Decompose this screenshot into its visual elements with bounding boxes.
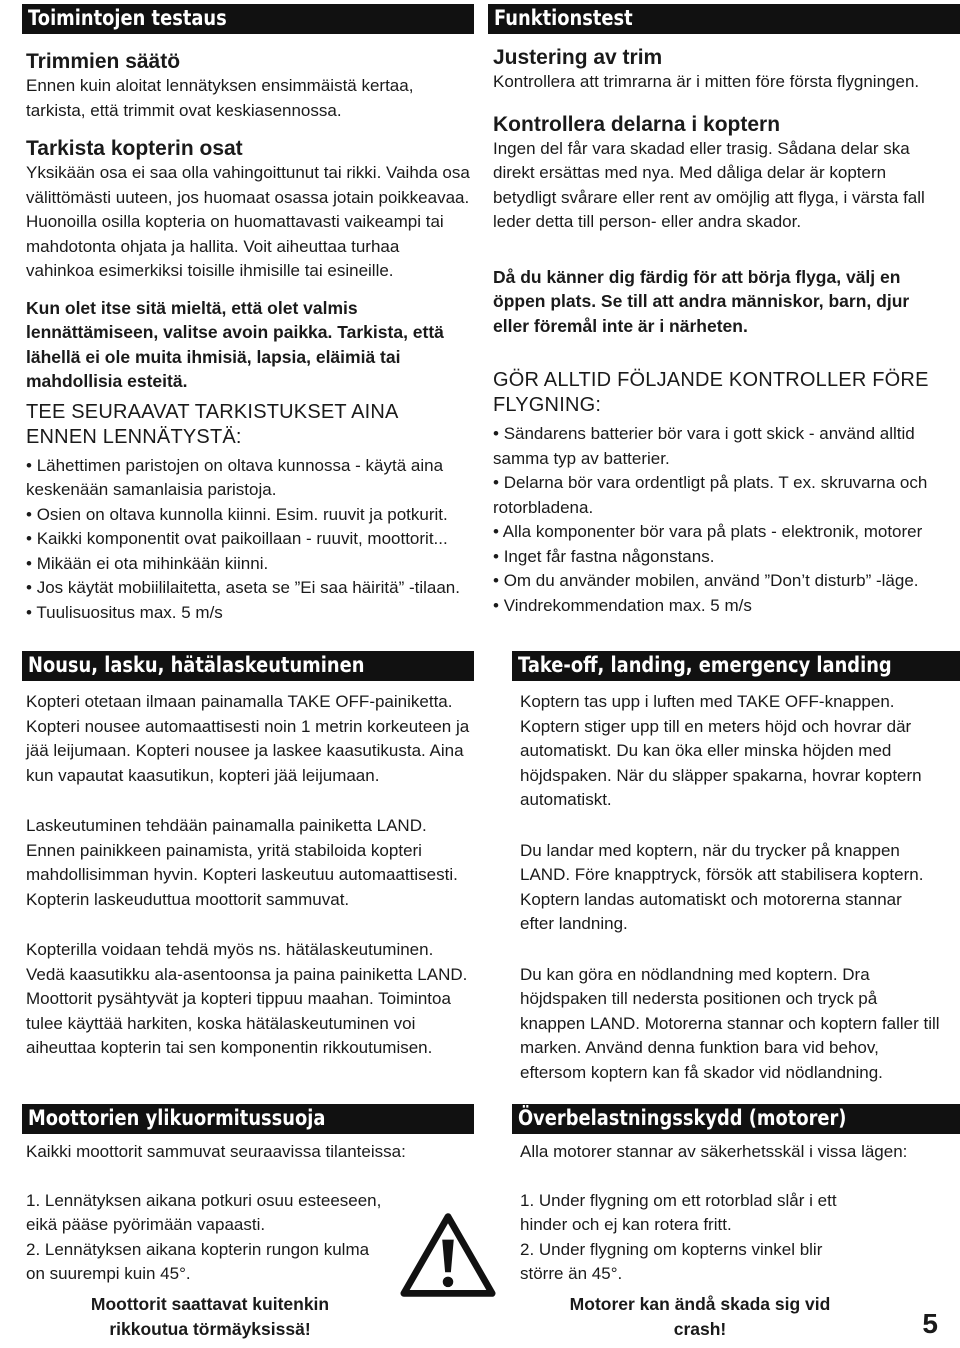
left-overload-title-bar <box>22 1104 474 1134</box>
left-ready-text: Kun olet itse sitä mieltä, että olet valmis lennättämiseen, valitse avoin paikka. Tarkista, että lähellä ei ole muita ihmisiä, lapsia, eläimiä tai mahdollisia esteitä. <box>26 297 444 391</box>
left-parts-heading: Tarkista kopterin osat <box>26 137 243 160</box>
right-check-item: • Inget får fastna någonstans. <box>493 545 943 570</box>
right-check-item: • Alla komponenter bör vara på plats - elektronik, motorer <box>493 520 943 545</box>
left-overload-item: 1. Lennätyksen aikana potkuri osuu esteeseen, eikä pääse pyörimään vapaasti. <box>26 1190 382 1234</box>
left-checks-list <box>26 454 472 626</box>
right-trim-text: Kontrollera att trimrarna är i mitten före första flygningen. <box>493 72 920 91</box>
left-column-top <box>26 50 472 625</box>
left-overload-intro: Kaikki moottorit sammuvat seuraavissa tilanteissa: <box>26 1142 406 1161</box>
right-overload-item: 2. Under flygning om kopterns vinkel blir större än 45°. <box>520 1239 823 1283</box>
left-check-item: • Jos käytät mobiililaitetta, aseta se ”Ei saa häiritä” -tilaan. <box>26 576 472 601</box>
left-column-takeoff <box>26 690 472 1061</box>
right-ready-text: Då du känner dig färdig för att börja flyga, välj en öppen plats. Se till att andra människor, barn, djur eller föremål inte är i närheten. <box>493 266 910 336</box>
left-takeoff-title-bar <box>22 651 474 681</box>
right-checks-heading: GÖR ALLTID FÖLJANDE KONTROLLER FÖRE FLYGNING: <box>493 369 929 416</box>
left-takeoff-title: Nousu, lasku, hätälaskeutuminen <box>28 653 365 677</box>
left-check-item: • Kaikki komponentit ovat paikoillaan - ruuvit, moottorit... <box>26 527 472 552</box>
right-takeoff-title: Take-off, landing, emergency landing <box>518 653 892 677</box>
right-overload-title-bar <box>512 1104 960 1134</box>
right-overload-item: 1. Under flygning om ett rotorblad slår i ett hinder och ej kan rotera fritt. <box>520 1190 837 1234</box>
right-takeoff-p3: Du kan göra en nödlandning med koptern. Dra höjdspaken till nedersta positionen och tryck på knappen LAND. Motorerna stannar och koptern faller till marken. Använd denna funktion bara vid behov, eftersom koptern kan få skador vid nödlandning. <box>520 964 940 1082</box>
right-column-overload <box>520 1140 920 1287</box>
left-check-item: • Osien on oltava kunnolla kiinni. Esim. ruuvit ja potkurit. <box>26 503 472 528</box>
left-overload-item: 2. Lennätyksen aikana kopterin rungon kulma on suurempi kuin 45°. <box>26 1239 370 1283</box>
right-parts-text: Ingen del får vara skadad eller trasig. Sådana delar ska direkt ersättas med nya. Med dåliga delar är koptern betydligt svårare eller rent av omöjlig att flyga, i värsta fall leder detta till person- eller andra skador. <box>493 138 925 231</box>
left-section-title-bar <box>22 4 474 34</box>
left-parts-text: Yksikään osa ei saa olla vahingoittunut tai rikki. Vaihda osa välittömästi uuteen, jos huomaat osassa jotain poikkeavaa. Huonoilla osilla kopteria on huomattavasti vaikeampi tai mahdotonta ohjata ja hallita. Voit aiheuttaa turhaa vahinkoa esimerkiksi toisille ihmisille tai esineille. <box>26 163 470 280</box>
left-trim-text: Ennen kuin aloitat lennätyksen ensimmäistä kertaa, tarkista, että trimmit ovat keskiasennossa. <box>26 76 414 120</box>
page-number: 5 <box>922 1308 938 1339</box>
left-overload-list <box>26 1189 386 1287</box>
right-check-item: • Om du använder mobilen, använd ”Don’t disturb” -läge. <box>493 569 943 594</box>
right-overload-title: Överbelastningsskydd (motorer) <box>518 1106 847 1130</box>
right-check-item: • Delarna bör vara ordentligt på plats. T ex. skruvarna och rotorbladena. <box>493 471 943 520</box>
left-warning-note: Moottorit saattavat kuitenkin rikkoutua törmäyksissä! <box>90 1294 330 1339</box>
left-takeoff-p3: Kopterilla voidaan tehdä myös ns. hätälaskeutuminen. Vedä kaasutikku ala-asentoonsa ja paina painiketta LAND. Moottorit pysähtyvät ja kopteri tippuu maahan. Toimintoa tulee käyttää harkiten, koska hätälaskeutuminen voi aiheuttaa kopterin tai sen komponentin rikkoutumisen. <box>26 940 468 1057</box>
left-check-item: • Lähettimen paristojen on oltava kunnossa - käytä aina keskenään samanlaisia paristoja. <box>26 454 472 503</box>
right-checks-list <box>493 422 943 618</box>
right-takeoff-p1: Koptern tas upp i luften med TAKE OFF-knappen. Koptern stiger upp till en meters höjd och hovrar där automatiskt. Du kan öka eller minska höjden med höjdspaken. När du släpper spakarna, hovrar koptern automatiskt. <box>520 692 922 809</box>
left-check-item: • Mikään ei ota mihinkään kiinni. <box>26 552 472 577</box>
right-overload-list <box>520 1189 840 1287</box>
left-section-title: Toimintojen testaus <box>28 6 227 30</box>
right-section-title: Funktionstest <box>494 6 633 30</box>
left-overload-title: Moottorien ylikuormitussuoja <box>28 1106 326 1130</box>
left-checks-heading: TEE SEURAAVAT TARKISTUKSET AINA ENNEN LENNÄTYSTÄ: <box>26 400 398 448</box>
right-overload-intro: Alla motorer stannar av säkerhetsskäl i vissa lägen: <box>520 1142 908 1161</box>
right-section-title-bar <box>488 4 960 34</box>
left-column-overload <box>26 1140 406 1287</box>
left-check-item: • Tuulisuositus max. 5 m/s <box>26 601 472 626</box>
right-check-item: • Vindrekommendation max. 5 m/s <box>493 594 943 619</box>
right-trim-heading: Justering av trim <box>493 46 663 69</box>
warning-triangle-icon <box>400 1212 496 1298</box>
right-warning-note: Motorer kan ändå skada sig vid crash! <box>569 1294 831 1339</box>
left-takeoff-p2: Laskeutuminen tehdään painamalla painiketta LAND. Ennen painikkeen painamista, yritä stabiloida kopteri mahdollisimman hyvin. Kopteri laskeutuu automaattisesti. Kopterin laskeuduttua moottorit sammuvat. <box>26 816 458 909</box>
right-takeoff-title-bar <box>512 651 960 681</box>
right-takeoff-p2: Du landar med koptern, när du trycker på knappen LAND. Före knapptryck, försök att stabilisera koptern. Koptern landas automatiskt och motorerna stannar efter landning. <box>520 840 924 933</box>
right-column-top <box>493 46 943 618</box>
left-takeoff-p1: Kopteri otetaan ilmaan painamalla TAKE OFF-painiketta. Kopteri nousee automaattisesti noin 1 metrin korkeuteen ja jää leijumaan. Kopteri nousee ja laskee kaasutikusta. Aina kun vapautat kaasutikun, kopteri jää leijumaan. <box>26 692 470 785</box>
right-parts-heading: Kontrollera delarna i koptern <box>493 112 781 136</box>
right-column-takeoff <box>520 690 940 1085</box>
right-check-item: • Sändarens batterier bör vara i gott skick - använd alltid samma typ av batterier. <box>493 422 943 471</box>
left-trim-heading: Trimmien säätö <box>26 50 181 73</box>
